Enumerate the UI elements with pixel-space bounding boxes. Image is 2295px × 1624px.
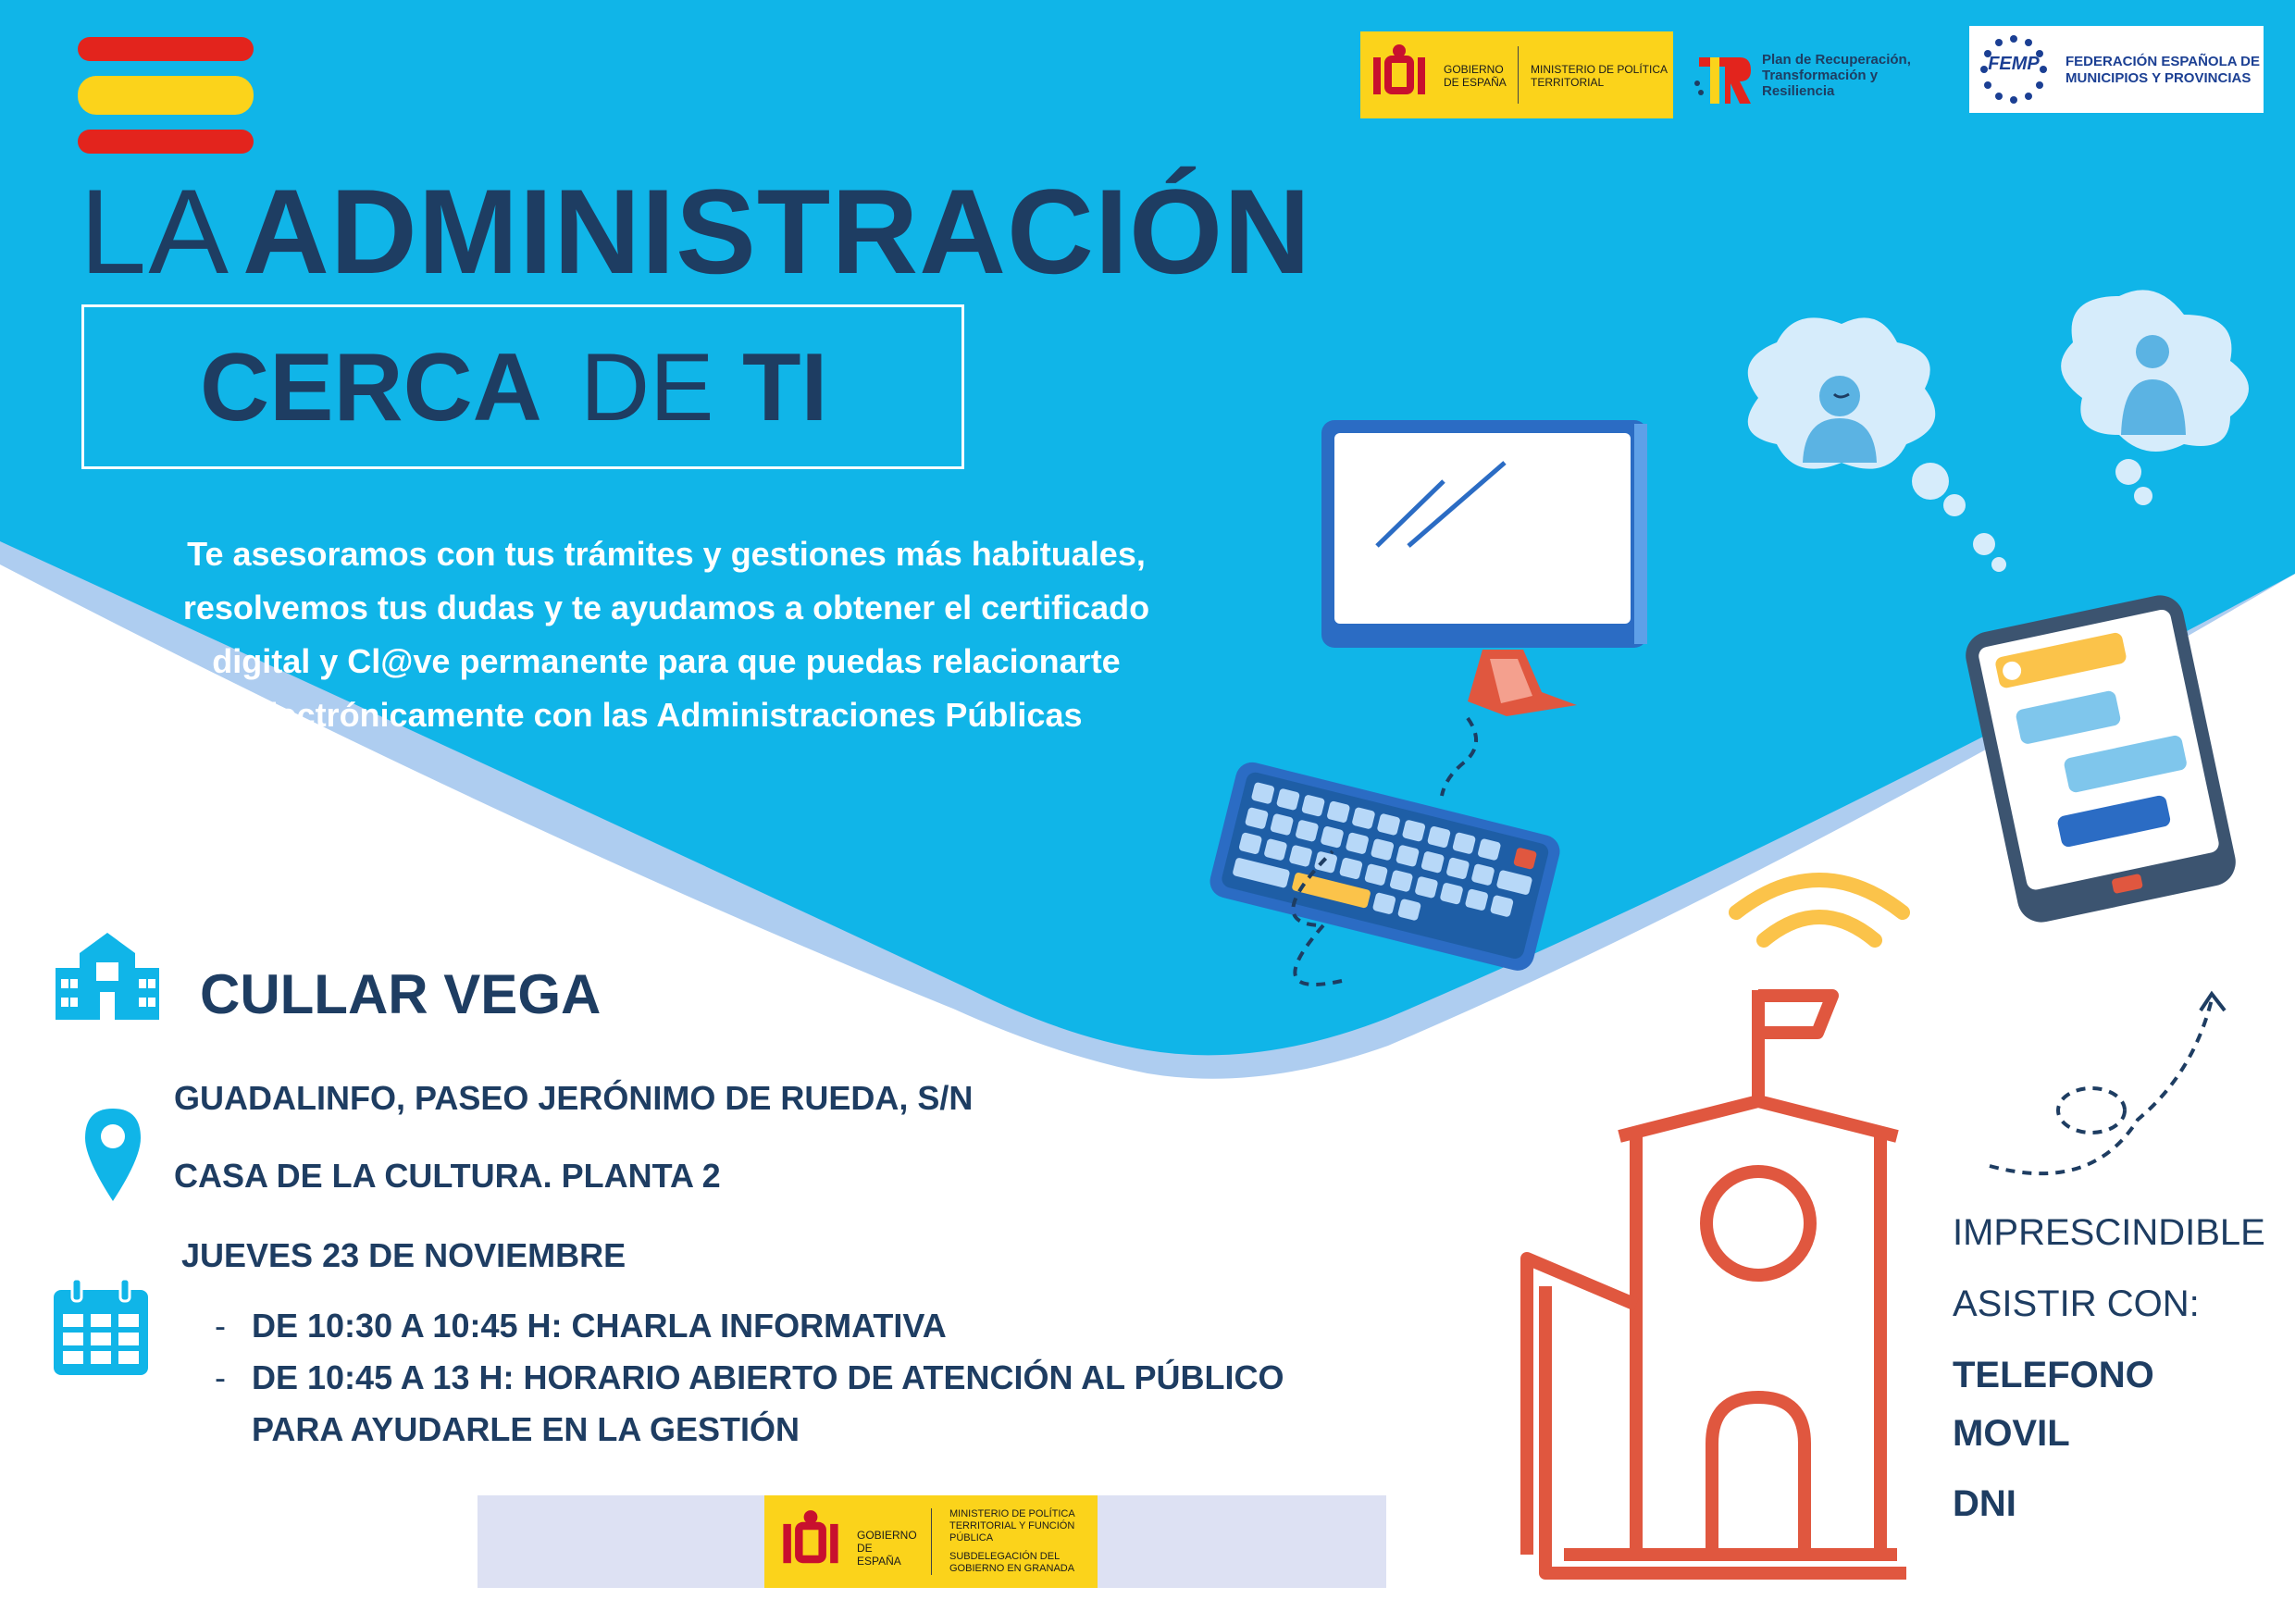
address-line-2: CASA DE LA CULTURA. PLANTA 2 <box>174 1157 721 1195</box>
subtitle-ti: TI <box>742 334 828 441</box>
gobierno-text: GOBIERNO DE ESPAÑA <box>1444 63 1507 89</box>
footer-gobierno-text: GOBIERNO DE ESPAÑA <box>857 1529 917 1568</box>
thought-bubbles <box>1721 287 2295 620</box>
logo-divider <box>1518 46 1519 104</box>
ministerio-text: MINISTERIO DE POLÍTICA TERRITORIAL <box>1531 63 1668 89</box>
footer-subdelegacion-text: SUBDELEGACIÓN DEL GOBIERNO EN GRANADA <box>949 1551 1075 1574</box>
intro-paragraph <box>139 527 1194 742</box>
school-building-icon <box>54 931 161 1023</box>
requirement-phone-line-1: TELEFONO <box>1953 1355 2154 1395</box>
footer-logo-divider <box>931 1508 932 1575</box>
title-la: LA <box>80 164 231 299</box>
requirement-phone-line-2: MOVIL <box>1953 1413 2070 1454</box>
keyboard-icon <box>1207 759 1564 974</box>
title-administracion: ADMINISTRACIÓN <box>242 164 1312 299</box>
footer-ministerio-text: MINISTERIO DE POLÍTICA TERRITORIAL Y FUNCIÓN PÚBLICA <box>949 1508 1075 1543</box>
arrow-right-icon <box>1980 981 2258 1203</box>
flag-stripe-yellow <box>78 76 254 115</box>
coat-of-arms-icon <box>1371 43 1427 107</box>
subtitle-cerca: CERCA <box>200 334 542 441</box>
plan-text: Plan de Recuperación, Transformación y Resiliencia <box>1762 52 1911 99</box>
plan-tr-icon <box>1693 50 1755 107</box>
bullet-dash-2: - <box>215 1358 226 1396</box>
intro-line-2: resolvemos tus dudas y te ayudamos a obtener el certificado <box>182 589 1150 626</box>
intro-line-3: digital y Cl@ve permanente para que puedas relacionarte <box>212 642 1121 680</box>
intro-line-4: electrónicamente con las Administraciones Públicas <box>250 696 1083 734</box>
femp-full-text: FEDERACIÓN ESPAÑOLA DE MUNICIPIOS Y PROVINCIAS <box>2066 54 2261 86</box>
schedule-item-2-line-1: DE 10:45 A 13 H: HORARIO ABIERTO DE ATENCIÓN AL PÚBLICO <box>252 1358 1284 1396</box>
person-bubble-2-icon <box>2061 290 2249 452</box>
town-hall-icon <box>1508 981 1934 1592</box>
requirements-line-2: ASISTIR CON: <box>1953 1283 2200 1324</box>
flag-stripe-red-bottom <box>78 130 254 154</box>
subtitle-de: DE <box>580 334 714 441</box>
femp-short-text: FEMP <box>1988 54 2040 74</box>
bullet-dash-1: - <box>215 1307 226 1345</box>
femp-logo <box>1969 26 2264 113</box>
event-date: JUEVES 23 DE NOVIEMBRE <box>181 1236 626 1274</box>
plan-recuperacion-logo <box>1693 46 1943 111</box>
schedule-item-1: DE 10:30 A 10:45 H: CHARLA INFORMATIVA <box>252 1307 947 1345</box>
flag-stripe-red-top <box>78 37 254 61</box>
wifi-icon <box>1718 866 1921 977</box>
intro-line-1: Te asesoramos con tus trámites y gestiones más habituales, <box>187 535 1146 573</box>
person-bubble-1-icon <box>1748 317 1936 468</box>
tablet-illustration <box>1934 592 2267 944</box>
computer-illustration <box>1203 407 1684 999</box>
footer-coat-of-arms-icon <box>781 1508 840 1577</box>
gobierno-logo <box>1360 31 1673 118</box>
schedule-item-2-line-2: PARA AYUDARLE EN LA GESTIÓN <box>252 1410 800 1448</box>
footer-gobierno-logo <box>764 1495 1098 1588</box>
monitor-icon <box>1321 420 1647 716</box>
requirements-line-1: IMPRESCINDIBLE <box>1953 1212 2265 1253</box>
address-line-1: GUADALINFO, PASEO JERÓNIMO DE RUEDA, S/N <box>174 1079 974 1117</box>
requirement-dni: DNI <box>1953 1483 2016 1524</box>
location-pin-icon <box>83 1107 143 1203</box>
city-name: CULLAR VEGA <box>200 963 602 1025</box>
calendar-icon <box>52 1277 150 1377</box>
